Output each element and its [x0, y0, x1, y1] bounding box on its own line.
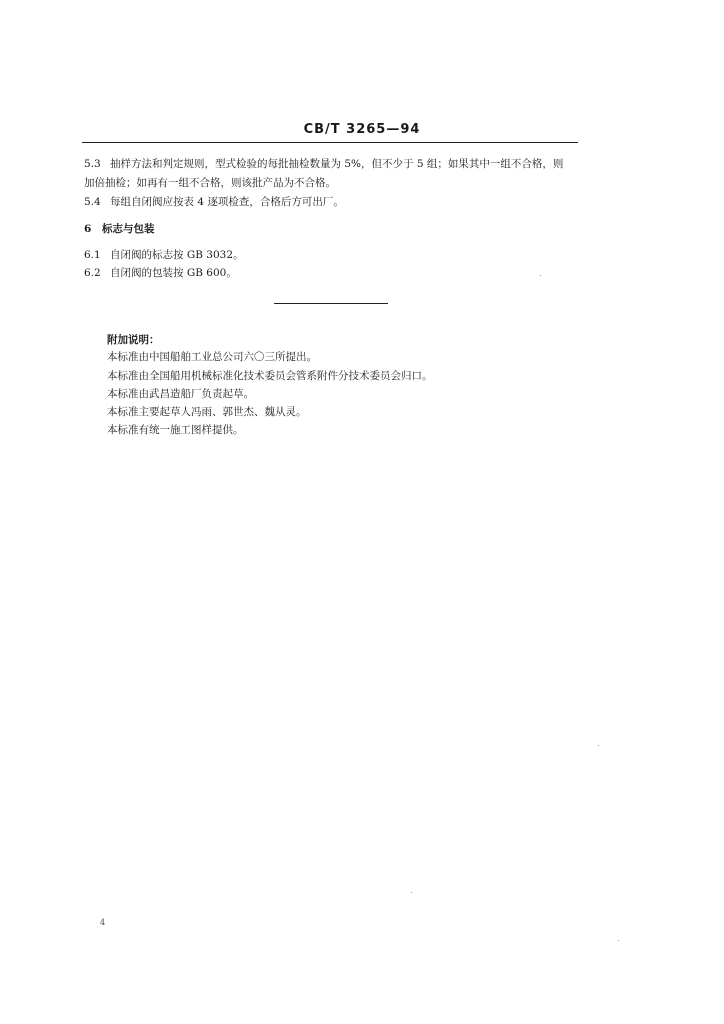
- header-rule: [82, 142, 578, 143]
- note-line: 本标准主要起草人冯雨、郭世杰、魏从灵。: [107, 406, 307, 418]
- standard-code: CB/T 3265—94: [303, 122, 421, 137]
- section-title: 标志与包装: [102, 223, 155, 235]
- scan-speck: [598, 745, 599, 746]
- section-6-heading: [84, 222, 155, 236]
- clause-number: 6.2: [84, 267, 101, 279]
- scan-speck: [618, 940, 619, 941]
- clause-text: 每组自闭阀应按表 4 逐项检查，合格后方可出厂。: [110, 196, 344, 208]
- note-line: 本标准由中国船舶工业总公司六〇三所提出。: [107, 351, 317, 363]
- note-line: 本标准有统一施工图样提供。: [107, 424, 244, 436]
- clause-6-2: [84, 266, 237, 280]
- clause-number: 5.3: [84, 158, 101, 170]
- clause-5-4: [84, 195, 344, 209]
- clause-6-1: [84, 248, 244, 262]
- clause-text: 自闭阀的包装按 GB 600。: [110, 267, 237, 279]
- scan-speck: [411, 892, 412, 893]
- note-line: 本标准由全国船用机械标准化技术委员会管系附件分技术委员会归口。: [107, 370, 433, 382]
- clause-text: 加倍抽检；如再有一组不合格，则该批产品为不合格。: [84, 177, 336, 189]
- clause-text: 自闭阀的标志按 GB 3032。: [110, 249, 244, 261]
- clause-5-3-line-2: [84, 176, 336, 190]
- scan-speck: [540, 275, 541, 276]
- clause-text: 抽样方法和判定规则，型式检验的每批抽检数量为 5%，但不少于 5 组；如果其中一组不合格，则: [110, 158, 564, 170]
- clause-number: 5.4: [84, 196, 101, 208]
- section-end-rule: [274, 303, 388, 304]
- section-number: 6: [84, 223, 92, 235]
- notes-title: 附加说明：: [107, 334, 160, 346]
- clause-number: 6.1: [84, 249, 101, 261]
- note-line: 本标准由武昌造船厂负责起草。: [107, 388, 254, 400]
- clause-5-3-line-1: [84, 157, 563, 171]
- page-number: 4: [100, 918, 106, 927]
